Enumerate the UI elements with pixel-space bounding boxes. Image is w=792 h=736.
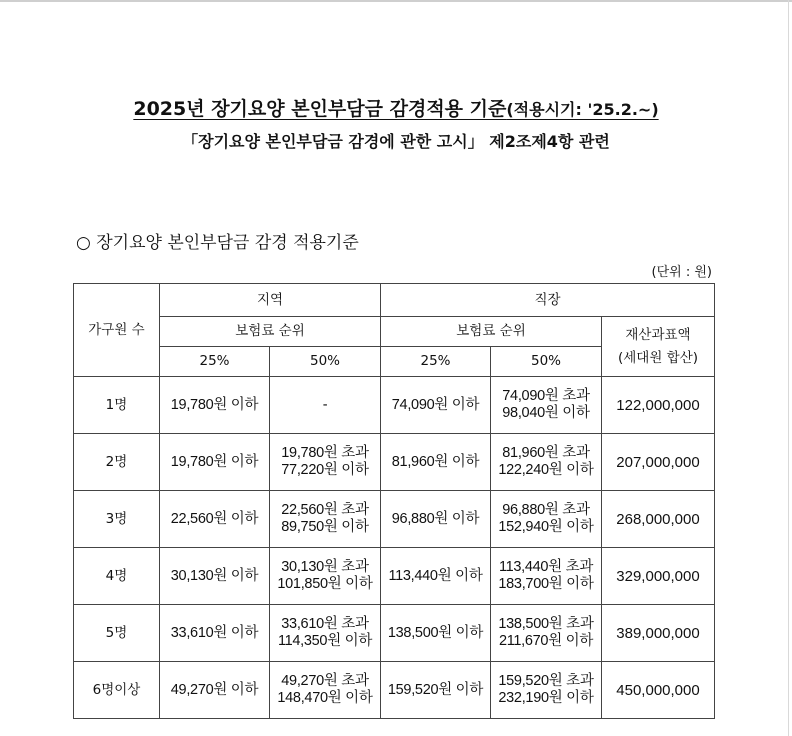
- cell-work-50: [491, 377, 602, 434]
- cell-household: 1명: [74, 377, 160, 434]
- header-asset: [602, 317, 715, 377]
- cell-work-50: [491, 548, 602, 605]
- cell-region-25: 22,560원 이하: [160, 491, 270, 548]
- cell-work-50-over: 159,520원 초과: [498, 673, 594, 689]
- cell-work-50-over: 74,090원 초과: [502, 388, 590, 404]
- cell-region-50-over: -: [322, 396, 328, 413]
- cell-work-50-over: 138,500원 초과: [498, 616, 594, 632]
- cell-household: 6명이상: [74, 662, 160, 719]
- cell-region-50-over: 22,560원 초과: [281, 502, 369, 518]
- cell-household: 3명: [74, 491, 160, 548]
- header-premium-rank-work: 보험료 순위: [381, 317, 602, 347]
- cell-work-50-over: 113,440원 초과: [498, 559, 594, 575]
- header-premium-rank-region: 보험료 순위: [160, 317, 381, 347]
- cell-region-50-under: 77,220원 이하: [281, 462, 369, 478]
- cell-work-50-under: 122,240원 이하: [498, 462, 594, 478]
- cell-region-50-under: 89,750원 이하: [281, 519, 369, 535]
- table-row: [74, 491, 715, 548]
- cell-region-50-under: 148,470원 이하: [277, 690, 373, 706]
- cell-work-50-under: 183,700원 이하: [498, 576, 594, 592]
- cell-region-50: [270, 548, 381, 605]
- cell-work-50-over: 96,880원 초과: [502, 502, 590, 518]
- cell-work-50: [491, 491, 602, 548]
- document-title: [0, 94, 792, 121]
- document-subtitle: 「장기요양 본인부담금 감경에 관한 고시」 제2조제4항 관련: [182, 132, 610, 151]
- table-row: [74, 548, 715, 605]
- cell-asset: 122,000,000: [602, 377, 715, 434]
- cell-work-50: [491, 605, 602, 662]
- header-asset-line1: 재산과표액: [625, 326, 691, 343]
- header-workplace: 직장: [381, 284, 715, 317]
- cell-region-50-over: 33,610원 초과: [281, 616, 369, 632]
- cell-region-25: 30,130원 이하: [160, 548, 270, 605]
- cell-household: 4명: [74, 548, 160, 605]
- table-row: [74, 434, 715, 491]
- cell-region-25: 19,780원 이하: [160, 434, 270, 491]
- cell-household: 2명: [74, 434, 160, 491]
- cell-household: 5명: [74, 605, 160, 662]
- cell-work-50: [491, 662, 602, 719]
- cell-work-25: 74,090원 이하: [381, 377, 491, 434]
- header-p25-work: 25%: [381, 347, 491, 377]
- header-household: 가구원 수: [74, 284, 160, 377]
- cell-asset: 329,000,000: [602, 548, 715, 605]
- title-main: 2025년 장기요양 본인부담금 감경적용 기준: [133, 98, 507, 120]
- cell-region-50: [270, 434, 381, 491]
- cell-region-50-over: 49,270원 초과: [281, 673, 369, 689]
- title-underlined: [133, 98, 658, 120]
- cell-asset: 268,000,000: [602, 491, 715, 548]
- cell-asset: 389,000,000: [602, 605, 715, 662]
- cell-work-25: 81,960원 이하: [381, 434, 491, 491]
- cell-region-50: [270, 491, 381, 548]
- section-heading: ○ 장기요양 본인부담금 감경 적용기준: [76, 233, 359, 253]
- header-p50-region: 50%: [270, 347, 381, 377]
- cell-work-50: [491, 434, 602, 491]
- header-region: 지역: [160, 284, 381, 317]
- cell-region-25: 33,610원 이하: [160, 605, 270, 662]
- cell-region-25: 19,780원 이하: [160, 377, 270, 434]
- cell-work-50-under: 232,190원 이하: [498, 690, 594, 706]
- cell-region-50-under: 101,850원 이하: [277, 576, 373, 592]
- cell-work-25: 159,520원 이하: [381, 662, 491, 719]
- title-period: (적용시기: '25.2.~): [506, 100, 659, 119]
- cell-region-50-under: 114,350원 이하: [277, 633, 373, 649]
- cell-region-50: [270, 377, 381, 434]
- header-p25-region: 25%: [160, 347, 270, 377]
- cell-work-25: 96,880원 이하: [381, 491, 491, 548]
- cell-region-50-over: 30,130원 초과: [281, 559, 369, 575]
- cell-work-50-under: 211,670원 이하: [498, 633, 594, 649]
- cell-region-50: [270, 662, 381, 719]
- table-row: [74, 377, 715, 434]
- cell-region-50-over: 19,780원 초과: [281, 445, 369, 461]
- cell-work-50-under: 152,940원 이하: [498, 519, 594, 535]
- table-row: [74, 662, 715, 719]
- cell-region-25: 49,270원 이하: [160, 662, 270, 719]
- unit-note: (단위 : 원): [651, 265, 712, 280]
- header-asset-line2: (세대원 합산): [617, 349, 699, 366]
- cell-work-25: 138,500원 이하: [381, 605, 491, 662]
- cell-region-50: [270, 605, 381, 662]
- cell-asset: 450,000,000: [602, 662, 715, 719]
- criteria-table: [73, 283, 715, 719]
- header-p50-work: 50%: [491, 347, 602, 377]
- cell-work-50-under: 98,040원 이하: [502, 405, 590, 421]
- page-top-border: [0, 0, 792, 2]
- cell-work-25: 113,440원 이하: [381, 548, 491, 605]
- cell-work-50-over: 81,960원 초과: [502, 445, 590, 461]
- table-row: [74, 605, 715, 662]
- cell-asset: 207,000,000: [602, 434, 715, 491]
